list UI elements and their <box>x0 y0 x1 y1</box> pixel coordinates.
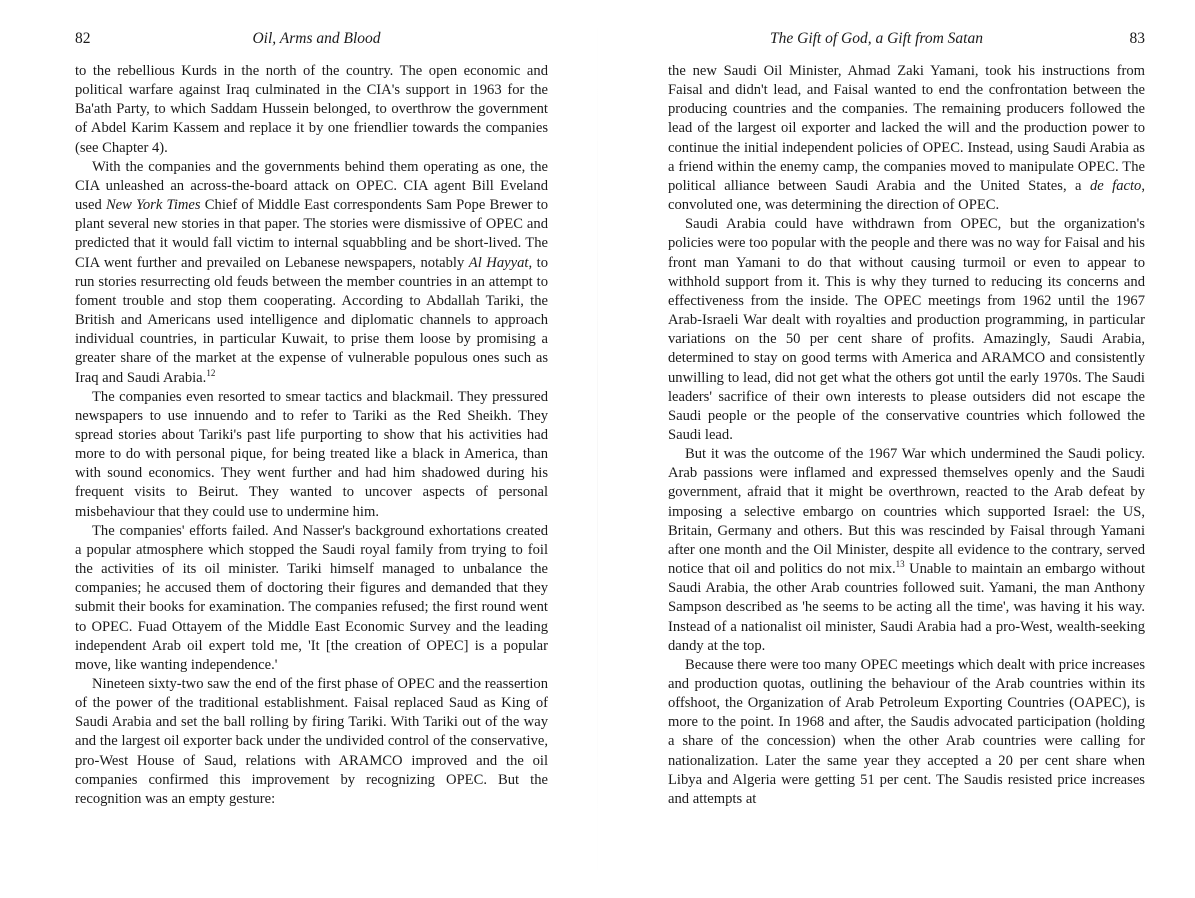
text-run: Chief of Middle East correspondents Sam Pope Brewer to plant several new stories in that paper. The stories were dismissive of OPEC and predicted that it would fall victim to internal squabbling and be short-lived. The CIA went further and prevailed on Lebanese newspapers, notably <box>75 197 548 271</box>
italic-text: de facto <box>1089 177 1142 194</box>
text-run: , to run stories resurrecting old feuds between the member countries in an attempt to foment trouble and stop them cooperating. According to Abdallah Tariki, the British and Americans used intelligence and diplomatic channels to approach individual countries, in particular Kuwait, to prise them loose by promising a greater share of the market at the expense of vulnerable populous ones such as Iraq and Saudi Arabia. <box>75 254 548 386</box>
right-running-head <box>668 28 1145 50</box>
paragraph <box>75 62 548 158</box>
text-run: With the companies and the governments behind them operating as one, the CIA unleashed an across-the-board attack on OPEC. CIA agent Bill Eveland used <box>75 158 548 214</box>
paragraph <box>668 62 1145 215</box>
text-run: The companies even resorted to smear tactics and blackmail. They pressured newspapers to use innuendo and to refer to Tariki as the Red Sheikh. They spread stories about Tariki's past life purporting to show that his activities had more to do with personal pique, for being treated like a black in America, than with sound economics. They went further and had him shadowed during his frequent visits to Beirut. They wanted to uncover aspects of personal misbehaviour that they could use to undermine him. <box>75 388 548 520</box>
left-running-head <box>75 28 548 50</box>
text-run: But it was the outcome of the 1967 War which undermined the Saudi policy. Arab passions were inflamed and expressed themselves openly and the Saudi government, afraid that it might be overthrown, reacted to the Arab defeat by imposing a selective embargo on countries which supported Israel: the US, Britain, Germany and others. But this was rescinded by Faisal through Yamani after one month and the Oil Minister, despite all evidence to the contrary, served notice that oil and politics do not mix. <box>668 446 1145 578</box>
right-page-number: 83 <box>1129 30 1145 47</box>
italic-text: New York Times <box>105 197 201 214</box>
right-running-title: The Gift of God, a Gift from Satan <box>770 30 983 47</box>
left-body-text <box>75 62 548 809</box>
footnote-ref: 12 <box>206 367 216 378</box>
text-run: Nineteen sixty-two saw the end of the first phase of OPEC and the reassertion of the power of the traditional establishment. Faisal replaced Saud as King of Saudi Arabia and set the ball rolling by firing Tariki. With Tariki out of the way and the largest oil exporter back under the undivided control of the conservative, pro-West House of Saud, relations with ARAMCO improved and the oil companies confirmed this improvement by recognizing OPEC. But the recognition was an empty gesture: <box>75 676 548 807</box>
left-page <box>75 0 548 898</box>
left-page-number: 82 <box>75 30 91 47</box>
right-body-text <box>668 62 1145 809</box>
text-run: Unable to maintain an embargo without Saudi Arabia, the other Arab countries followed suit. Yamani, the man Anthony Sampson described as 'he seems to be acting all the time', was having it his way. Instead of a nationalist oil minister, Saudi Arabia had a pro-West, wealth-seeking dandy at the top. <box>668 561 1146 654</box>
paragraph <box>75 522 548 675</box>
italic-text: Al Hayyat <box>468 254 529 271</box>
paragraph <box>75 388 548 522</box>
right-page <box>668 0 1145 898</box>
paragraph <box>668 656 1145 809</box>
text-run: Saudi Arabia could have withdrawn from OPEC, but the organization's policies were too popular with the people and there was no way for Faisal and his front man Yamani to do that without causing turmoil or even to appear to withhold support from it. This is why they turned to reducing its concerns and effectiveness from the inside. The OPEC meetings from 1962 until the 1967 Arab-Israeli War dealt with royalties and production programming, in particular variations on the 50 per cent share of profits. Amazingly, Saudi Arabia, determined to stay on good terms with America and ARAMCO and consistently unwilling to lead, did not get what the others got until the early 1970s. The Saudi leaders' sacrifice of their own interests to please outsiders did not escape the Saudi people or the people of the conservative countries which followed the Saudi lead. <box>668 216 1145 443</box>
gutter <box>597 0 598 898</box>
text-run: to the rebellious Kurds in the north of the country. The open economic and political warfare against Iraq culminated in the CIA's support in 1963 for the Ba'ath Party, to which Saddam Hussein belonged, to overthrow the government of Abdel Karim Kassem and replace it by one friendlier towards the companies (see Chapter 4). <box>75 63 548 156</box>
left-running-title: Oil, Arms and Blood <box>252 30 381 47</box>
paragraph <box>668 445 1145 656</box>
footnote-ref: 13 <box>895 559 905 570</box>
paragraph <box>75 675 548 809</box>
paragraph <box>668 215 1145 445</box>
text-run: The companies' efforts failed. And Nasser's background exhortations created a popular atmosphere which stopped the Saudi royal family from trying to foil the activities of its oil minister. Tariki himself managed to unbalance the companies; he accused them of doctoring their figures and demanded that they submit their books for examination. The companies refused; the first round went to OPEC. Fuad Ottayem of the Middle East Economic Survey and the leading independent Arab oil expert told me, 'It [the creation of OPEC] is a popular move, like wanting independence.' <box>75 522 548 673</box>
text-run: Because there were too many OPEC meetings which dealt with price increases and production quotas, outlining the behaviour of the Arab countries within its offshoot, the Organization of Arab Petroleum Exporting Countries (OAPEC), is more to the point. In 1968 and after, the Saudis advocated participation (holding a share of the concession) when the other Arab countries were calling for nationalization. Later the same year they accepted a 20 per cent share when Libya and Algeria were getting 51 per cent. The Saudis resisted price increases and attempts at <box>668 656 1145 807</box>
text-run: , convoluted one, was determining the direction of OPEC. <box>668 177 1146 214</box>
text-run: the new Saudi Oil Minister, Ahmad Zaki Yamani, took his instructions from Faisal and didn't lead, and Faisal wanted to end the confrontation between the producing countries and the companies. The remaining producers followed the lead of the largest oil exporter and lacked the will and the production power to continue the initial independent policies of OPEC. Instead, using Saudi Arabia as a friend within the enemy camp, the companies moved to manipulate OPEC. The political alliance between Saudi Arabia and the United States, a <box>668 63 1145 194</box>
paragraph <box>75 158 548 388</box>
